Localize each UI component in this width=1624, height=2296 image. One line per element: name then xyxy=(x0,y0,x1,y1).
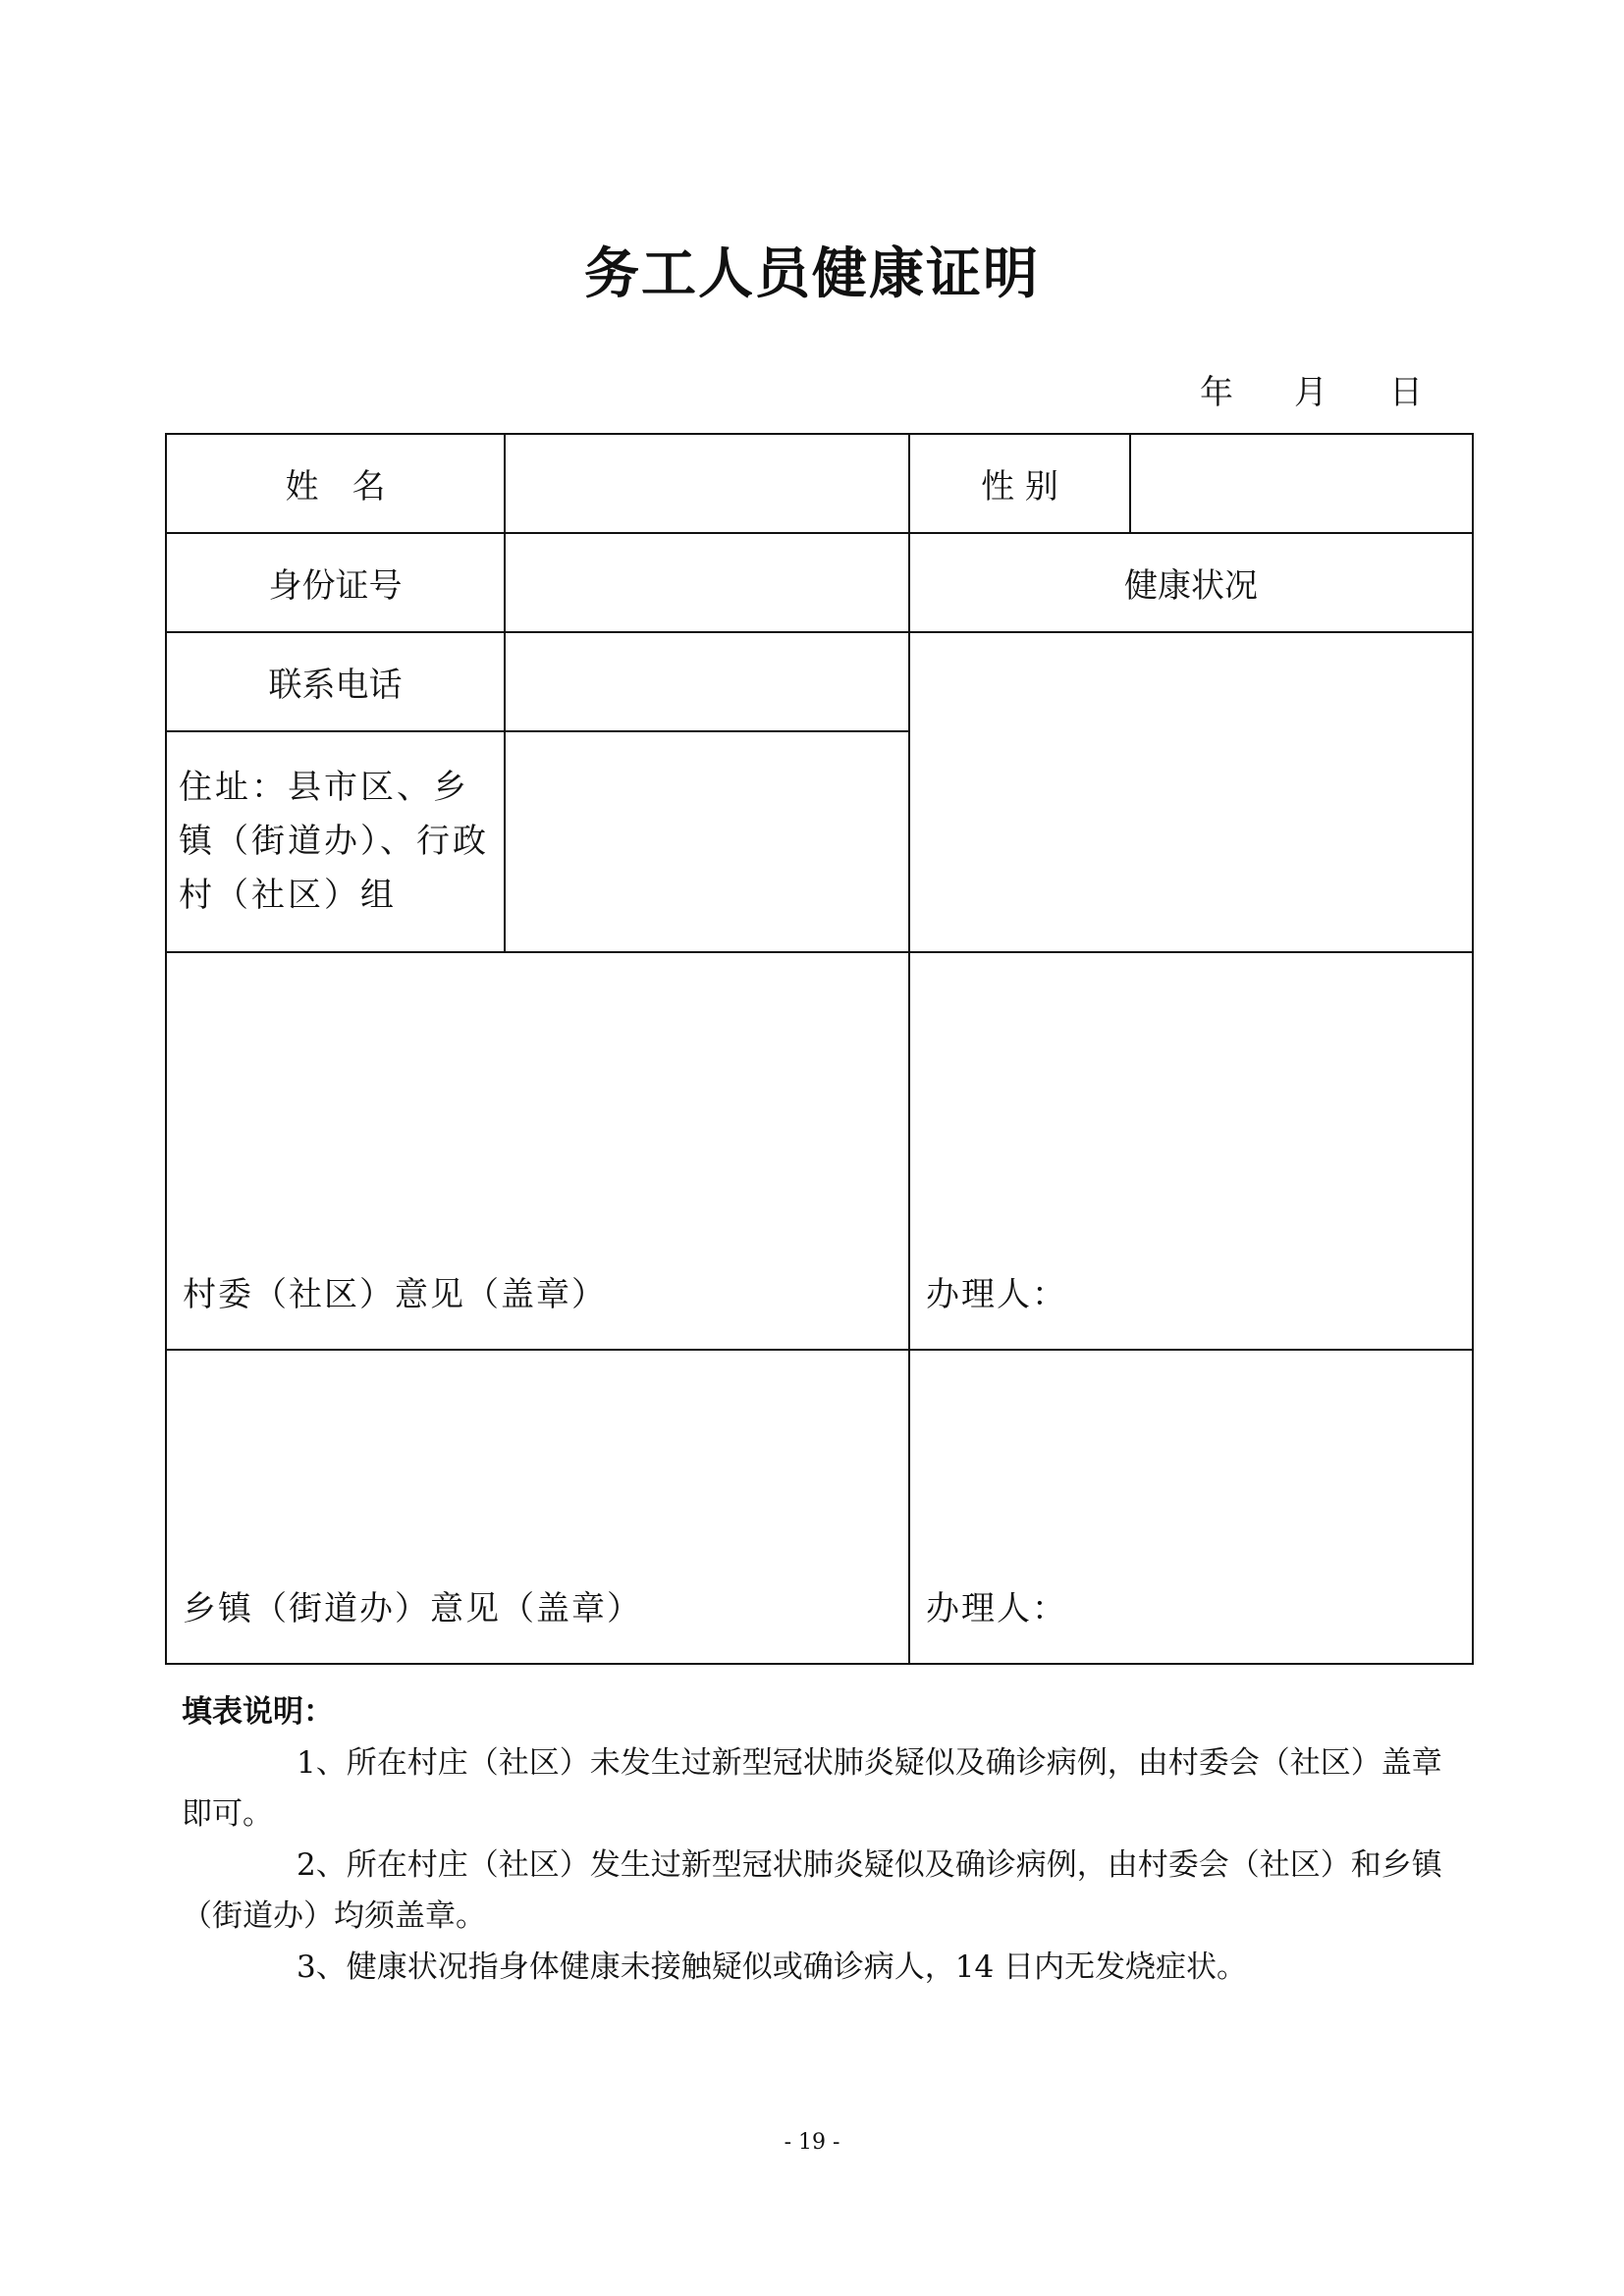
health-status-label: 健康状况 xyxy=(909,533,1473,632)
phone-label: 联系电话 xyxy=(166,632,505,731)
name-label: 姓 名 xyxy=(166,434,505,533)
address-label: 住址：县市区、乡镇（街道办）、行政村（社区）组 xyxy=(166,731,505,952)
page-number: - 19 - xyxy=(784,2130,840,2155)
instruction-item: 3、健康状况指身体健康未接触疑似或确诊病人，14 日内无发烧症状。 xyxy=(297,1949,1248,1985)
id-number-label: 身份证号 xyxy=(166,533,505,632)
town-handler-cell[interactable]: 办理人： xyxy=(909,1350,1473,1664)
filling-instructions xyxy=(182,1686,1458,1993)
date-month-label: 月 xyxy=(1294,373,1327,412)
town-opinion-cell[interactable]: 乡镇（街道办）意见（盖章） xyxy=(166,1350,909,1664)
gender-label: 性 别 xyxy=(909,434,1130,533)
gender-field[interactable] xyxy=(1130,434,1473,533)
instruction-item: 1、所在村庄（社区）未发生过新型冠状肺炎疑似及确诊病例，由村委会（社区）盖章即可。 xyxy=(182,1745,1442,1832)
instructions-heading: 填表说明： xyxy=(182,1694,334,1730)
phone-field[interactable] xyxy=(505,632,909,731)
id-number-field[interactable] xyxy=(505,533,909,632)
instruction-item: 2、所在村庄（社区）发生过新型冠状肺炎疑似及确诊病例，由村委会（社区）和乡镇（街道办）均须盖章。 xyxy=(182,1847,1442,1934)
health-certificate-form xyxy=(165,433,1474,1665)
page-title: 务工人员健康证明 xyxy=(584,242,1040,306)
name-field[interactable] xyxy=(505,434,909,533)
date-year-label: 年 xyxy=(1200,373,1233,412)
address-field[interactable] xyxy=(505,731,909,952)
health-status-field[interactable] xyxy=(909,632,1473,952)
village-opinion-cell[interactable]: 村委（社区）意见（盖章） xyxy=(166,952,909,1350)
date-day-label: 日 xyxy=(1389,373,1423,412)
village-handler-cell[interactable]: 办理人： xyxy=(909,952,1473,1350)
